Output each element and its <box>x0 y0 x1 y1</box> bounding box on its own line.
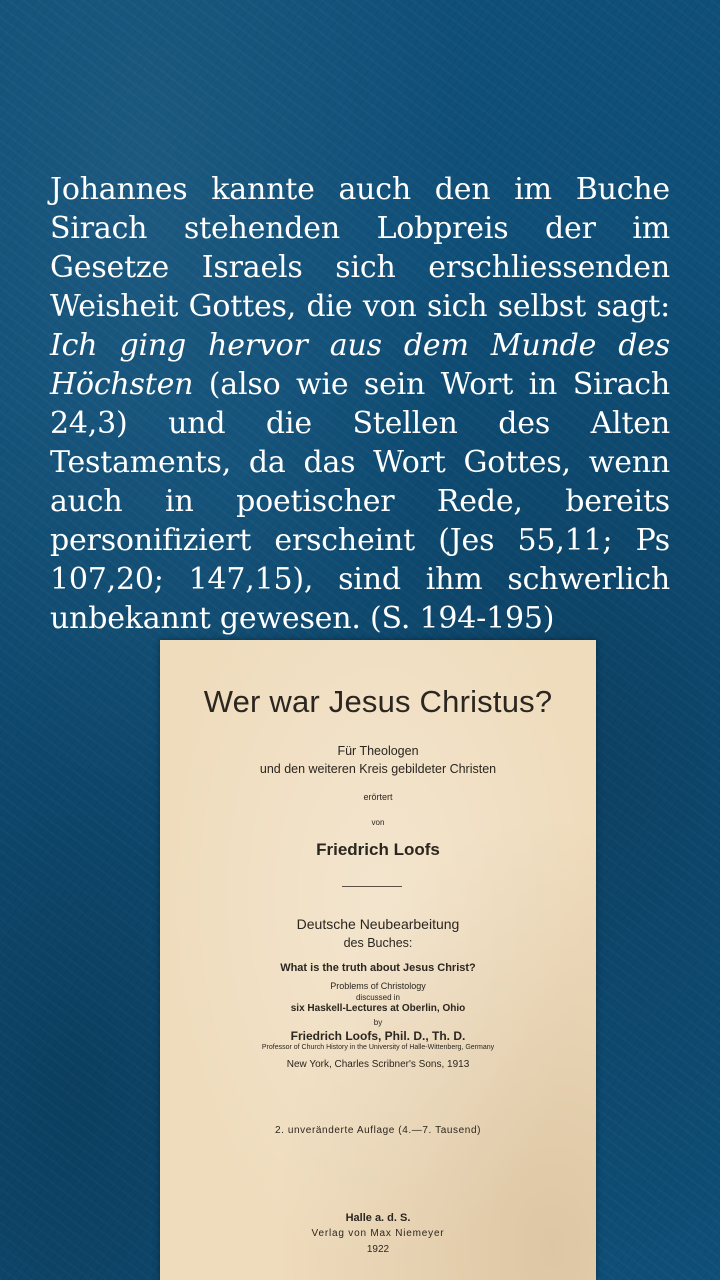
book-original-publisher: New York, Charles Scribner's Sons, 1913 <box>286 1059 470 1070</box>
book-original-subtitle: Problems of Christology <box>330 981 426 991</box>
quote-text <box>50 170 670 638</box>
book-original-by: by <box>373 1018 383 1027</box>
quote-part-2: (also wie sein Wort in Sirach 24,3) und die Stellen des Alten Testaments, da das Wort Gottes, wenn auch in poetischer Rede, bereits personifiziert erscheint (Jes 55,11; Ps 107,20; 147,15), sind ihm schwerlich unbekannt gewesen. (S. 194-195) <box>50 367 670 636</box>
quote-italic: Ich ging hervor aus dem Munde des Höchsten <box>50 328 670 402</box>
book-edition-line-1: Deutsche Neubearbeitung <box>296 916 460 932</box>
book-place: Halle a. d. S. <box>345 1212 411 1224</box>
book-subtitle-line-1: Für Theologen <box>337 744 419 758</box>
book-auflage: 2. unveränderte Auflage (4.—7. Tausend) <box>274 1125 482 1136</box>
book-subtitle-line-2: und den weiteren Kreis gebildeter Christen <box>259 762 497 776</box>
book-von: von <box>371 818 385 827</box>
book-author: Friedrich Loofs <box>316 840 440 859</box>
book-original-author: Friedrich Loofs, Phil. D., Th. D. <box>290 1029 466 1043</box>
book-publisher: Verlag von Max Niemeyer <box>311 1228 445 1239</box>
quote-part-1: Johannes kannte auch den im Buche Sirach stehenden Lobpreis der im Gesetze Israels sich erschliessenden Weisheit Gottes, die von sich selbst sagt: <box>50 172 670 324</box>
book-title-page-image <box>160 640 596 1280</box>
book-original-lectures: six Haskell-Lectures at Oberlin, Ohio <box>290 1003 466 1014</box>
book-original-discussed: discussed in <box>355 993 401 1002</box>
book-edition-line-2: des Buches: <box>343 936 413 950</box>
book-original-affiliation: Professor of Church History in the University of Halle-Wittenberg, Germany <box>261 1044 495 1051</box>
book-year: 1922 <box>366 1244 390 1255</box>
book-eroertert: erörtert <box>363 792 393 802</box>
book-original-title: What is the truth about Jesus Christ? <box>280 962 476 974</box>
book-title: Wer war Jesus Christus? <box>203 684 553 719</box>
book-divider <box>342 886 402 887</box>
